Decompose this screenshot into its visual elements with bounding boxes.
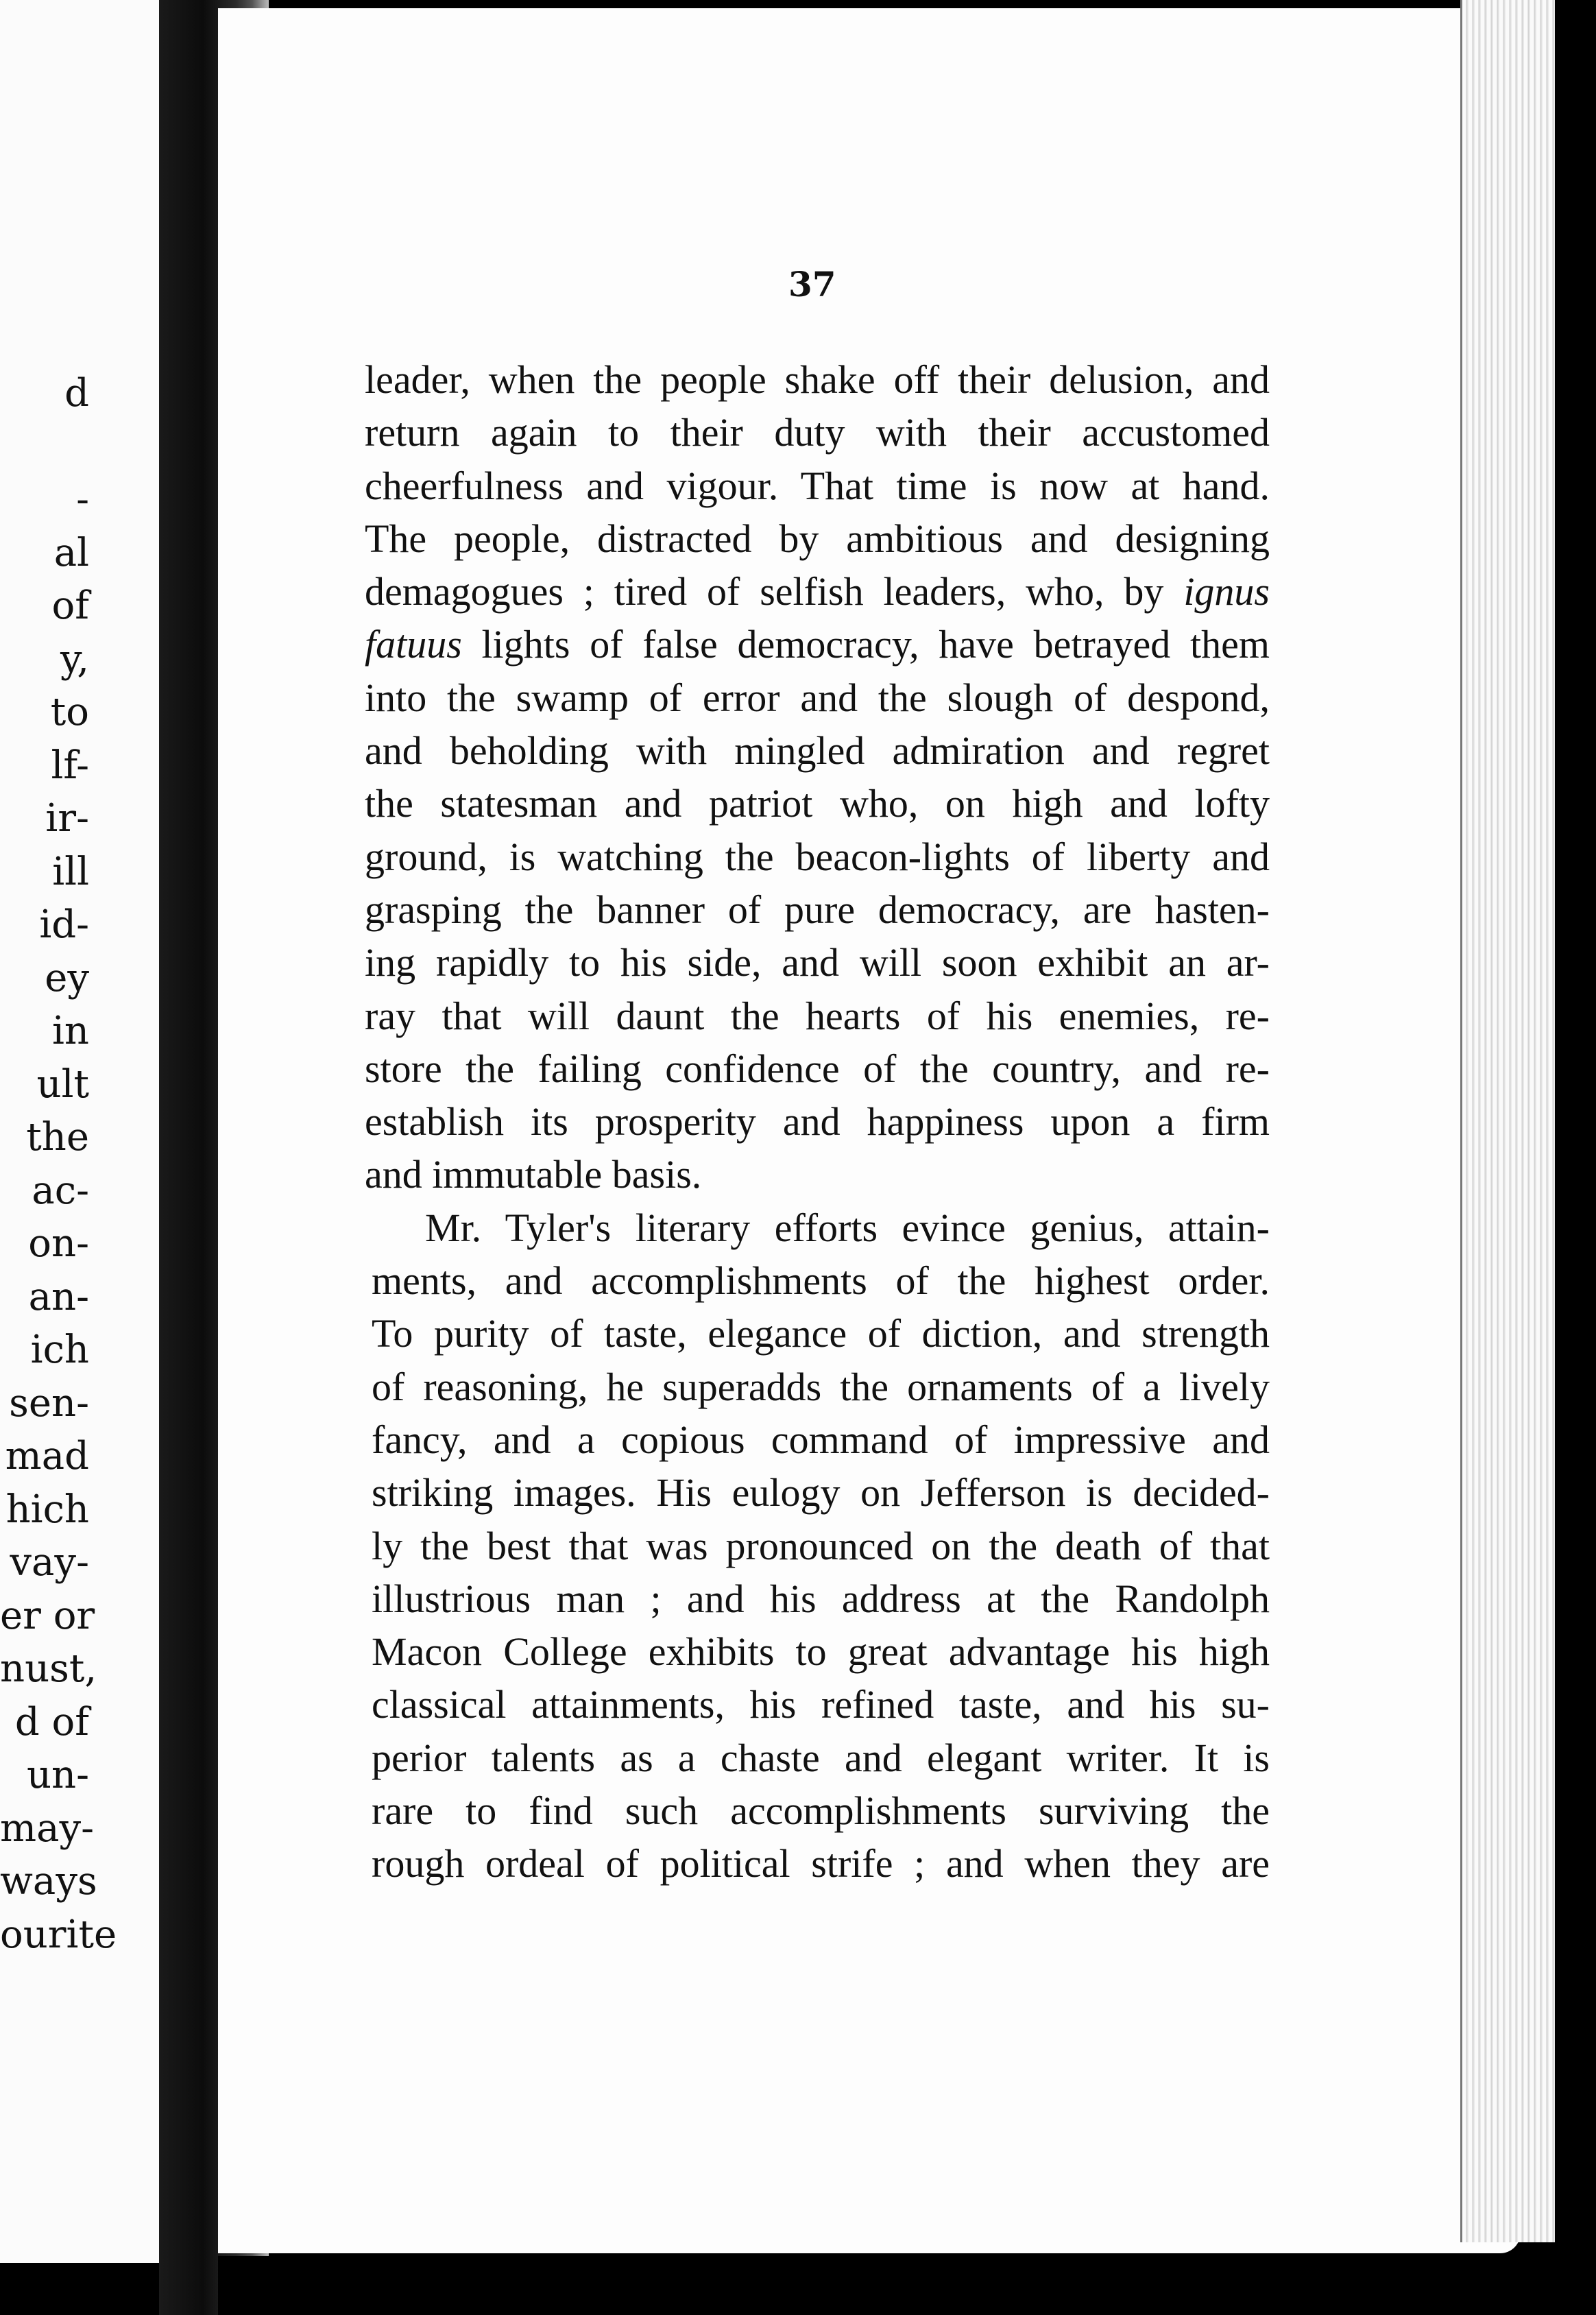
text-line: and beholding with mingled admiration and regret [365, 728, 1270, 773]
fragment-line: the [26, 1115, 89, 1160]
page-body-text [365, 353, 1270, 1891]
page-block-edges [1460, 0, 1558, 2242]
fragment-line: er or [0, 1593, 95, 1638]
text-line: the statesman and patriot who, on high and lofty [365, 781, 1270, 826]
text-line: Macon College exhibits to great advantage his high [372, 1629, 1270, 1675]
fragment-line: in [52, 1009, 89, 1053]
text-line: fatuus lights of false democracy, have betrayed them [365, 622, 1270, 667]
fragment-line: d [64, 371, 89, 416]
text-line: and immutable basis. [365, 1152, 702, 1197]
fragment-line: an- [28, 1274, 89, 1319]
text-line: To purity of taste, elegance of diction, and strength [372, 1311, 1270, 1356]
text-line: of reasoning, he superadds the ornaments of a lively [372, 1364, 1270, 1409]
text-line: classical attainments, his refined taste, and his su- [372, 1682, 1270, 1727]
text-line: store the failing confidence of the country, and re- [365, 1046, 1270, 1091]
fragment-line: - [76, 477, 89, 522]
text-line: ments, and accomplishments of the highest order. [372, 1258, 1270, 1304]
fragment-line: y, [60, 636, 89, 682]
text-line: leader, when the people shake off their delusion, and [365, 357, 1270, 402]
scan-border-right [1555, 0, 1596, 2315]
fragment-line: lf- [51, 743, 89, 788]
fragment-line: un- [26, 1753, 89, 1797]
text-line: ing rapidly to his side, and will soon exhibit an ar- [365, 940, 1270, 985]
fragment-line: d of [14, 1699, 89, 1744]
text-line: rare to find such accomplishments surviving the [372, 1788, 1270, 1834]
fragment-line: ult [36, 1061, 89, 1107]
text-line: establish its prosperity and happiness upon a firm [365, 1099, 1270, 1144]
fragment-line: ir- [45, 796, 89, 841]
text-line: ray that will daunt the hearts of his enemies, re- [365, 993, 1270, 1038]
text-line: demagogues ; tired of selfish leaders, who, by ignus [365, 569, 1270, 614]
fragment-line: id- [39, 902, 89, 947]
fragment-line: sen- [9, 1380, 89, 1426]
text-line: perior talents as a chaste and elegant writer. It is [372, 1735, 1270, 1780]
facing-page-text-fragments [0, 367, 117, 1961]
fragment-line: ey [45, 955, 89, 1000]
text-line: cheerfulness and vigour. That time is now at hand. [365, 463, 1270, 508]
fragment-line: hich [5, 1487, 89, 1532]
fragment-line: ich [30, 1328, 89, 1372]
text-line: The people, distracted by ambitious and designing [365, 516, 1270, 561]
text-line: return again to their duty with their accustomed [365, 410, 1270, 455]
fragment-line: al [53, 530, 89, 575]
fragment-line: mad [5, 1434, 89, 1478]
fragment-line: vay- [10, 1540, 89, 1585]
text-line: rough ordeal of political strife ; and when they are [372, 1841, 1270, 1886]
fragment-line: ways [0, 1859, 97, 1904]
fragment-line: to [50, 690, 89, 734]
text-line: fancy, and a copious command of impressive and [372, 1417, 1270, 1462]
fragment-line: ac- [32, 1168, 89, 1213]
fragment-line: on- [28, 1221, 89, 1266]
fragment-line [0, 420, 89, 474]
text-line: striking images. His eulogy on Jefferson is decided- [372, 1470, 1270, 1515]
fragment-line: ill [52, 849, 89, 894]
scan-border-bottom [218, 2256, 1596, 2315]
fragment-line: of [51, 584, 89, 628]
italic-latin-term: ignus [1183, 569, 1270, 614]
fragment-line: nust, [0, 1646, 97, 1691]
fragment-line: ourite [0, 1912, 117, 1957]
italic-latin-term: fatuus [365, 622, 462, 667]
text-line: ly the best that was pronounced on the death of that [372, 1523, 1270, 1568]
text-line: ground, is watching the beacon-lights of liberty and [365, 834, 1270, 879]
text-line: into the swamp of error and the slough of despond, [365, 675, 1270, 720]
text-line: Mr. Tyler's literary efforts evince genius, attain- [425, 1205, 1270, 1250]
page-number: 37 [788, 264, 836, 304]
text-line: illustrious man ; and his address at the Randolph [372, 1576, 1270, 1621]
fragment-line: may- [0, 1806, 95, 1851]
text-line: grasping the banner of pure democracy, are hasten- [365, 887, 1270, 932]
